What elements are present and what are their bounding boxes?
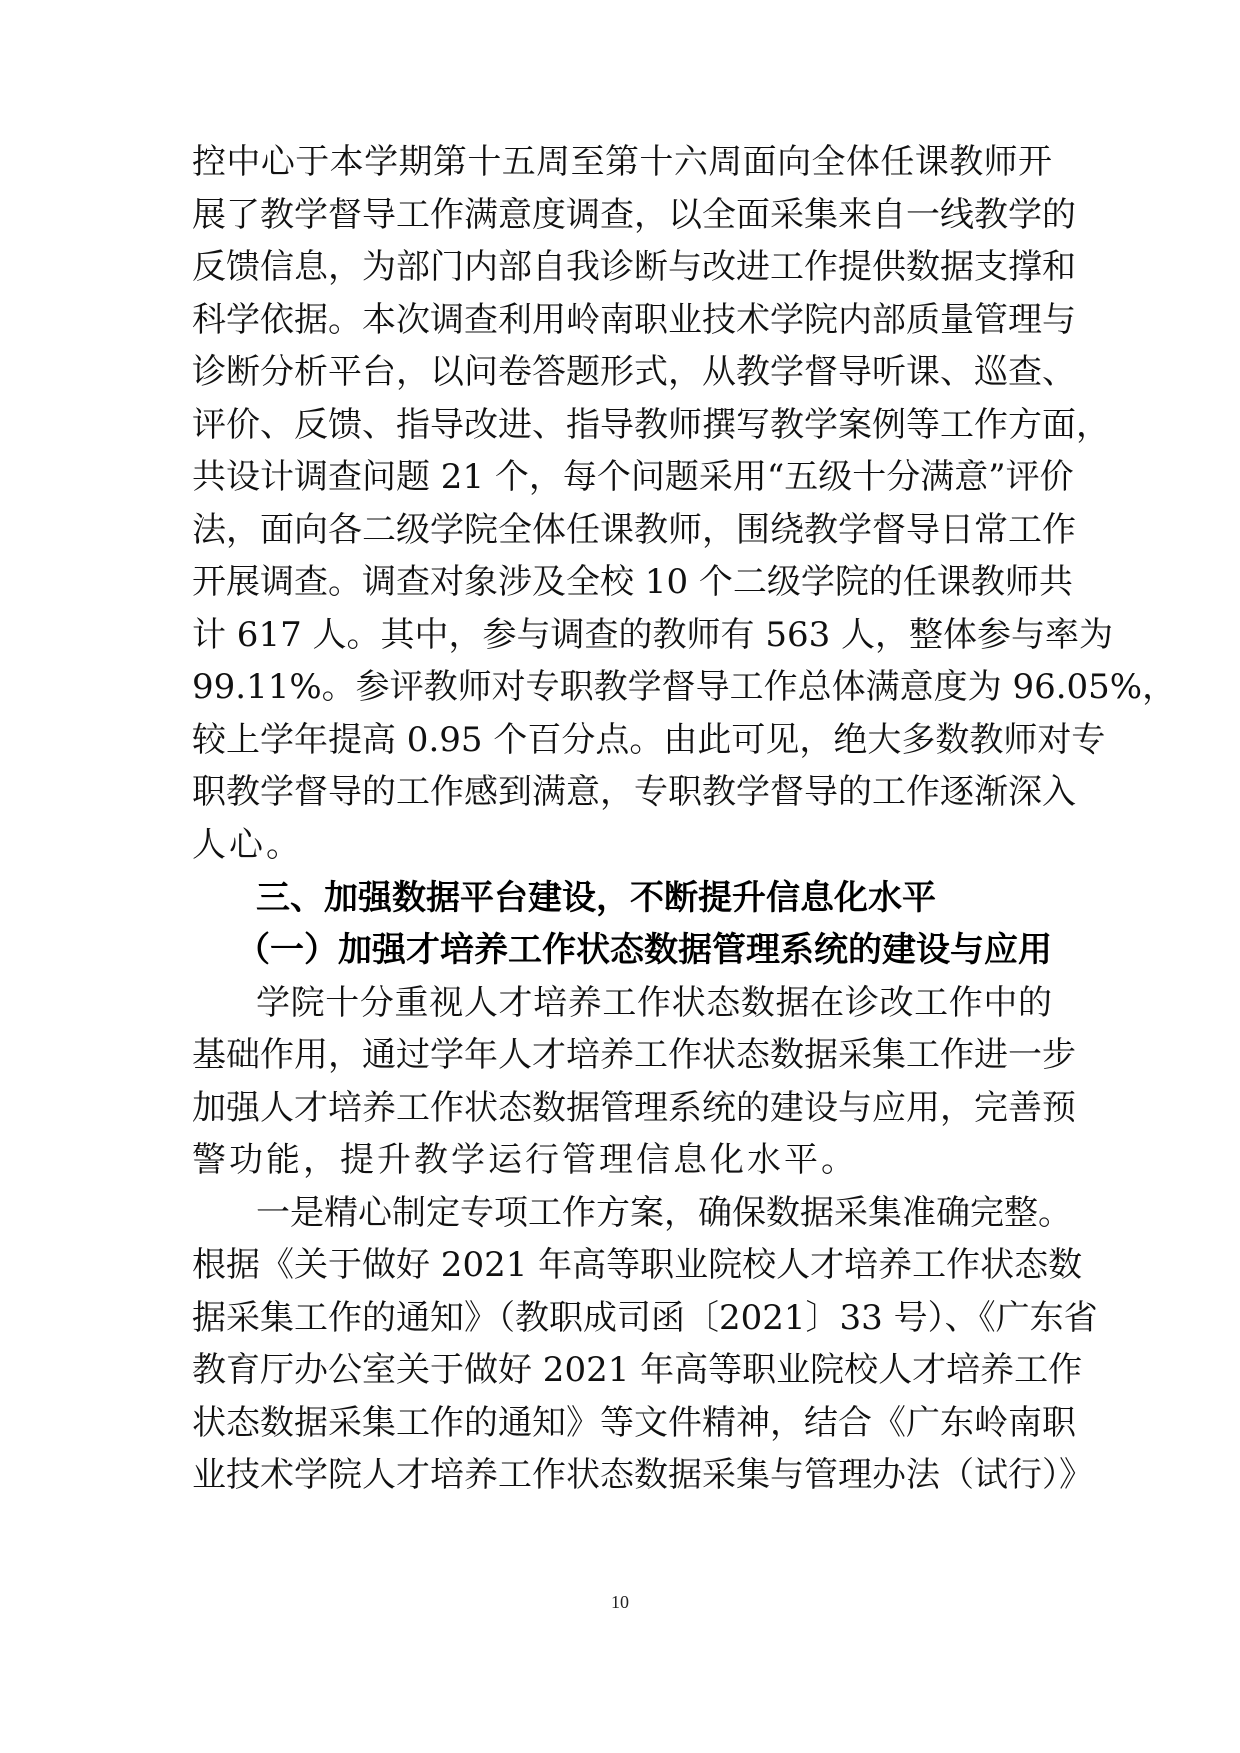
text-line: 控中心于本学期第十五周至第十六周面向全体任课教师开 bbox=[192, 142, 1052, 182]
text-line: 基础作用，通过学年人才培养工作状态数据采集工作进一步 bbox=[192, 1035, 1076, 1075]
page-number: 10 bbox=[611, 1592, 629, 1612]
text-line: 计 617 人。其中，参与调查的教师有 563 人，整体参与率为 bbox=[192, 615, 1114, 655]
text-line: 根据《关于做好 2021 年高等职业院校人才培养工作状态数 bbox=[192, 1245, 1083, 1285]
text-line: 警功能，提升教学运行管理信息化水平。 bbox=[192, 1140, 858, 1180]
text-line: 较上学年提高 0.95 个百分点。由此可见，绝大多数教师对专 bbox=[192, 720, 1106, 760]
text-line: 状态数据采集工作的通知》等文件精神，结合《广东岭南职 bbox=[192, 1403, 1076, 1443]
text-line: 展了教学督导工作满意度调查，以全面采集来自一线教学的 bbox=[192, 195, 1076, 235]
text-line: 教育厅办公室关于做好 2021 年高等职业院校人才培养工作 bbox=[192, 1350, 1083, 1390]
text-line: 业技术学院人才培养工作状态数据采集与管理办法（试行）》 bbox=[192, 1455, 1093, 1495]
text-line: 评价、反馈、指导改进、指导教师撰写教学案例等工作方面， bbox=[192, 405, 1110, 445]
subsection-heading: （一）加强才培养工作状态数据管理系统的建设与应用 bbox=[236, 930, 1052, 970]
text-line: 据采集工作的通知》（教职成司函〔2021〕33 号）、《广东省 bbox=[192, 1298, 1098, 1338]
text-line: 99.11%。参评教师对专职教学督导工作总体满意度为 96.05%， bbox=[192, 667, 1177, 707]
text-line: 共设计调查问题 21 个，每个问题采用“五级十分满意”评价 bbox=[192, 457, 1074, 497]
text-line: 诊断分析平台，以问卷答题形式，从教学督导听课、巡查、 bbox=[192, 352, 1076, 392]
text-line: 开展调查。调查对象涉及全校 10 个二级学院的任课教师共 bbox=[192, 562, 1073, 602]
text-line: 反馈信息，为部门内部自我诊断与改进工作提供数据支撑和 bbox=[192, 247, 1076, 287]
section-heading: 三、加强数据平台建设，不断提升信息化水平 bbox=[256, 878, 936, 918]
text-line: 职教学督导的工作感到满意，专职教学督导的工作逐渐深入 bbox=[192, 772, 1076, 812]
text-line: 一是精心制定专项工作方案，确保数据采集准确完整。 bbox=[256, 1193, 1072, 1233]
text-line: 科学依据。本次调查利用岭南职业技术学院内部质量管理与 bbox=[192, 300, 1076, 340]
text-line: 加强人才培养工作状态数据管理系统的建设与应用，完善预 bbox=[192, 1088, 1076, 1128]
text-line: 学院十分重视人才培养工作状态数据在诊改工作中的 bbox=[256, 983, 1052, 1023]
text-line: 人心。 bbox=[192, 825, 303, 865]
text-line: 法，面向各二级学院全体任课教师，围绕教学督导日常工作 bbox=[192, 510, 1076, 550]
